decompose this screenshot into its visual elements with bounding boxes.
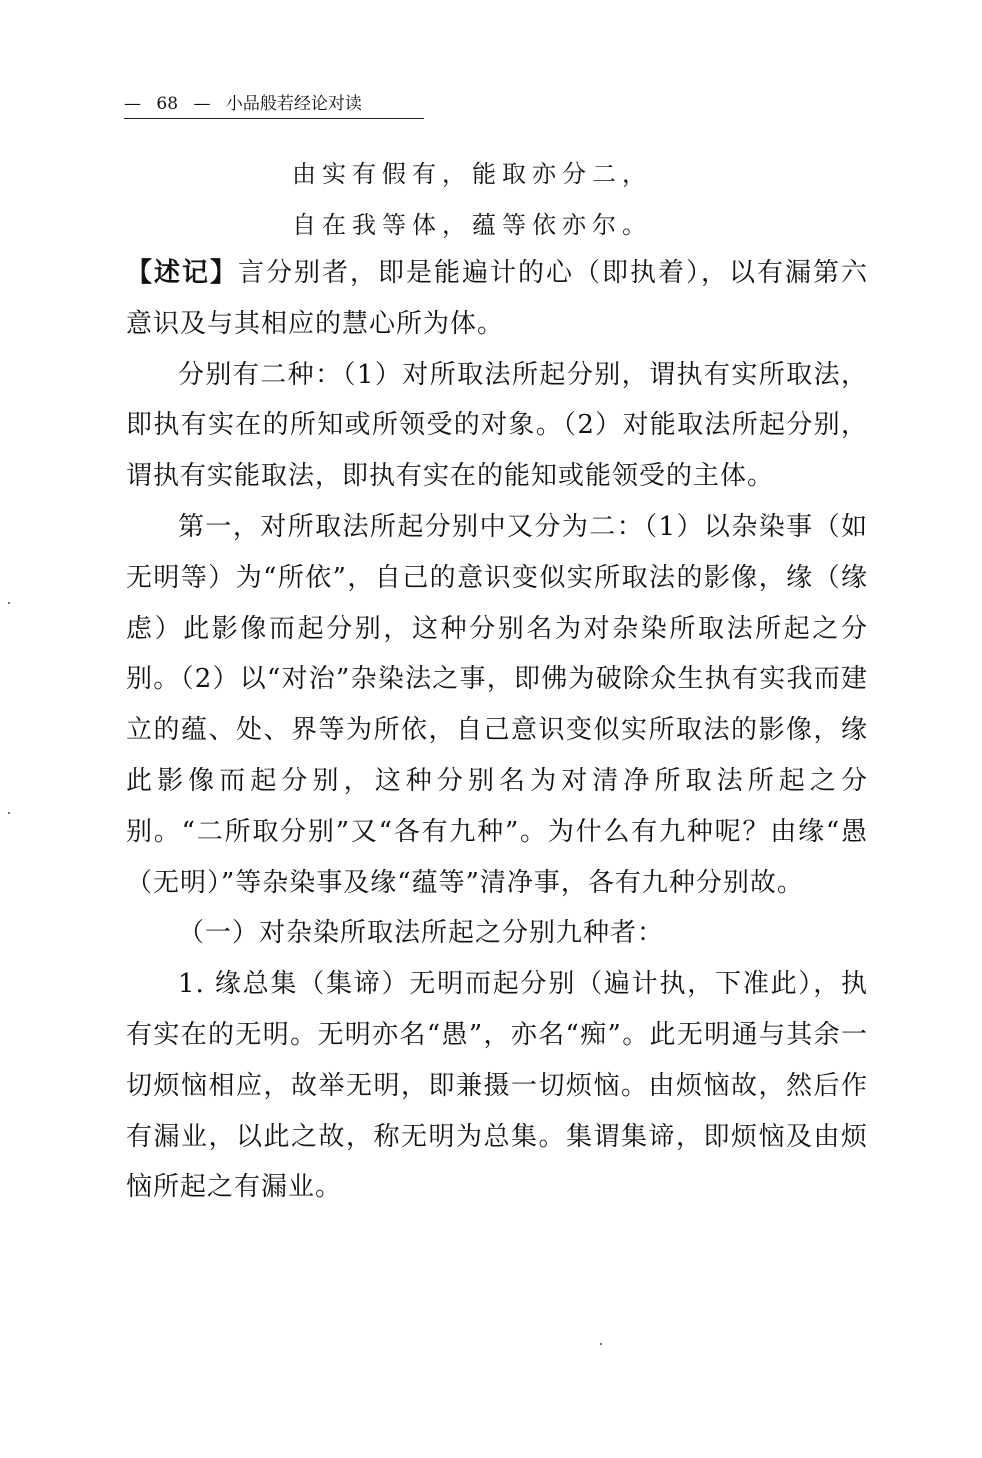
paragraph-section-heading: （一）对杂染所取法所起之分别九种者： xyxy=(178,918,665,949)
paragraph-item-1: 1. 缘总集（集谛）无明而起分别（遍计执，下准此），执有实在的无明。无明亦名“愚”，亦名“痴”。此无明通与其余一切烦恼相应，故举无明，即兼摄一切烦恼。由烦恼故，然后作有漏业，以此之故，称无明为总集。集谓集谛，即烦恼及由烦恼所起之有漏业。 xyxy=(126,969,868,1203)
body-text xyxy=(126,248,868,1213)
shuji-label: 【述记】 xyxy=(126,258,238,288)
header-dash-right: — xyxy=(193,94,211,114)
running-head xyxy=(124,92,424,119)
shuji-paragraph xyxy=(126,248,868,350)
book-title: 小品般若经论对读 xyxy=(225,94,362,114)
verse-line-1: 由实有假有，能取亦分二， xyxy=(292,160,652,188)
scan-speck xyxy=(8,602,10,604)
shuji-text: 言分别者，即是能遍计的心（即执着），以有漏第六意识及与其相应的慧心所为体。 xyxy=(126,258,868,339)
scan-speck xyxy=(600,1343,602,1345)
header-dash-left: — xyxy=(124,94,141,114)
verse-line-2: 自在我等体，蕴等依亦尔。 xyxy=(292,211,652,239)
paragraph-two-kinds: 分别有二种：（1）对所取法所起分别，谓执有实所取法，即执有实在的所知或所领受的对象。（2）对能取法所起分别，谓执有实能取法，即执有实在的能知或能领受的主体。 xyxy=(126,359,868,492)
paragraph-first-division: 第一，对所取法所起分别中又分为二：（1）以杂染事（如无明等）为“所依”，自己的意识变似实所取法的影像，缘（缘虑）此影像而起分别，这种分别名为对杂染所取法所起之分别。（2）以“对治”杂染法之事，即佛为破除众生执有实我而建立的蕴、处、界等为所依，自己意识变似实所取法的影像，缘此影像而起分别，这种分别名为对清净所取法所起之分别。“二所取分别”又“各有九种”。为什么有九种呢？由缘“愚（无明）”等杂染事及缘“蕴等”清净事，各有九种分别故。 xyxy=(126,511,868,898)
scan-speck xyxy=(8,812,10,814)
page-number: 68 xyxy=(156,94,179,114)
